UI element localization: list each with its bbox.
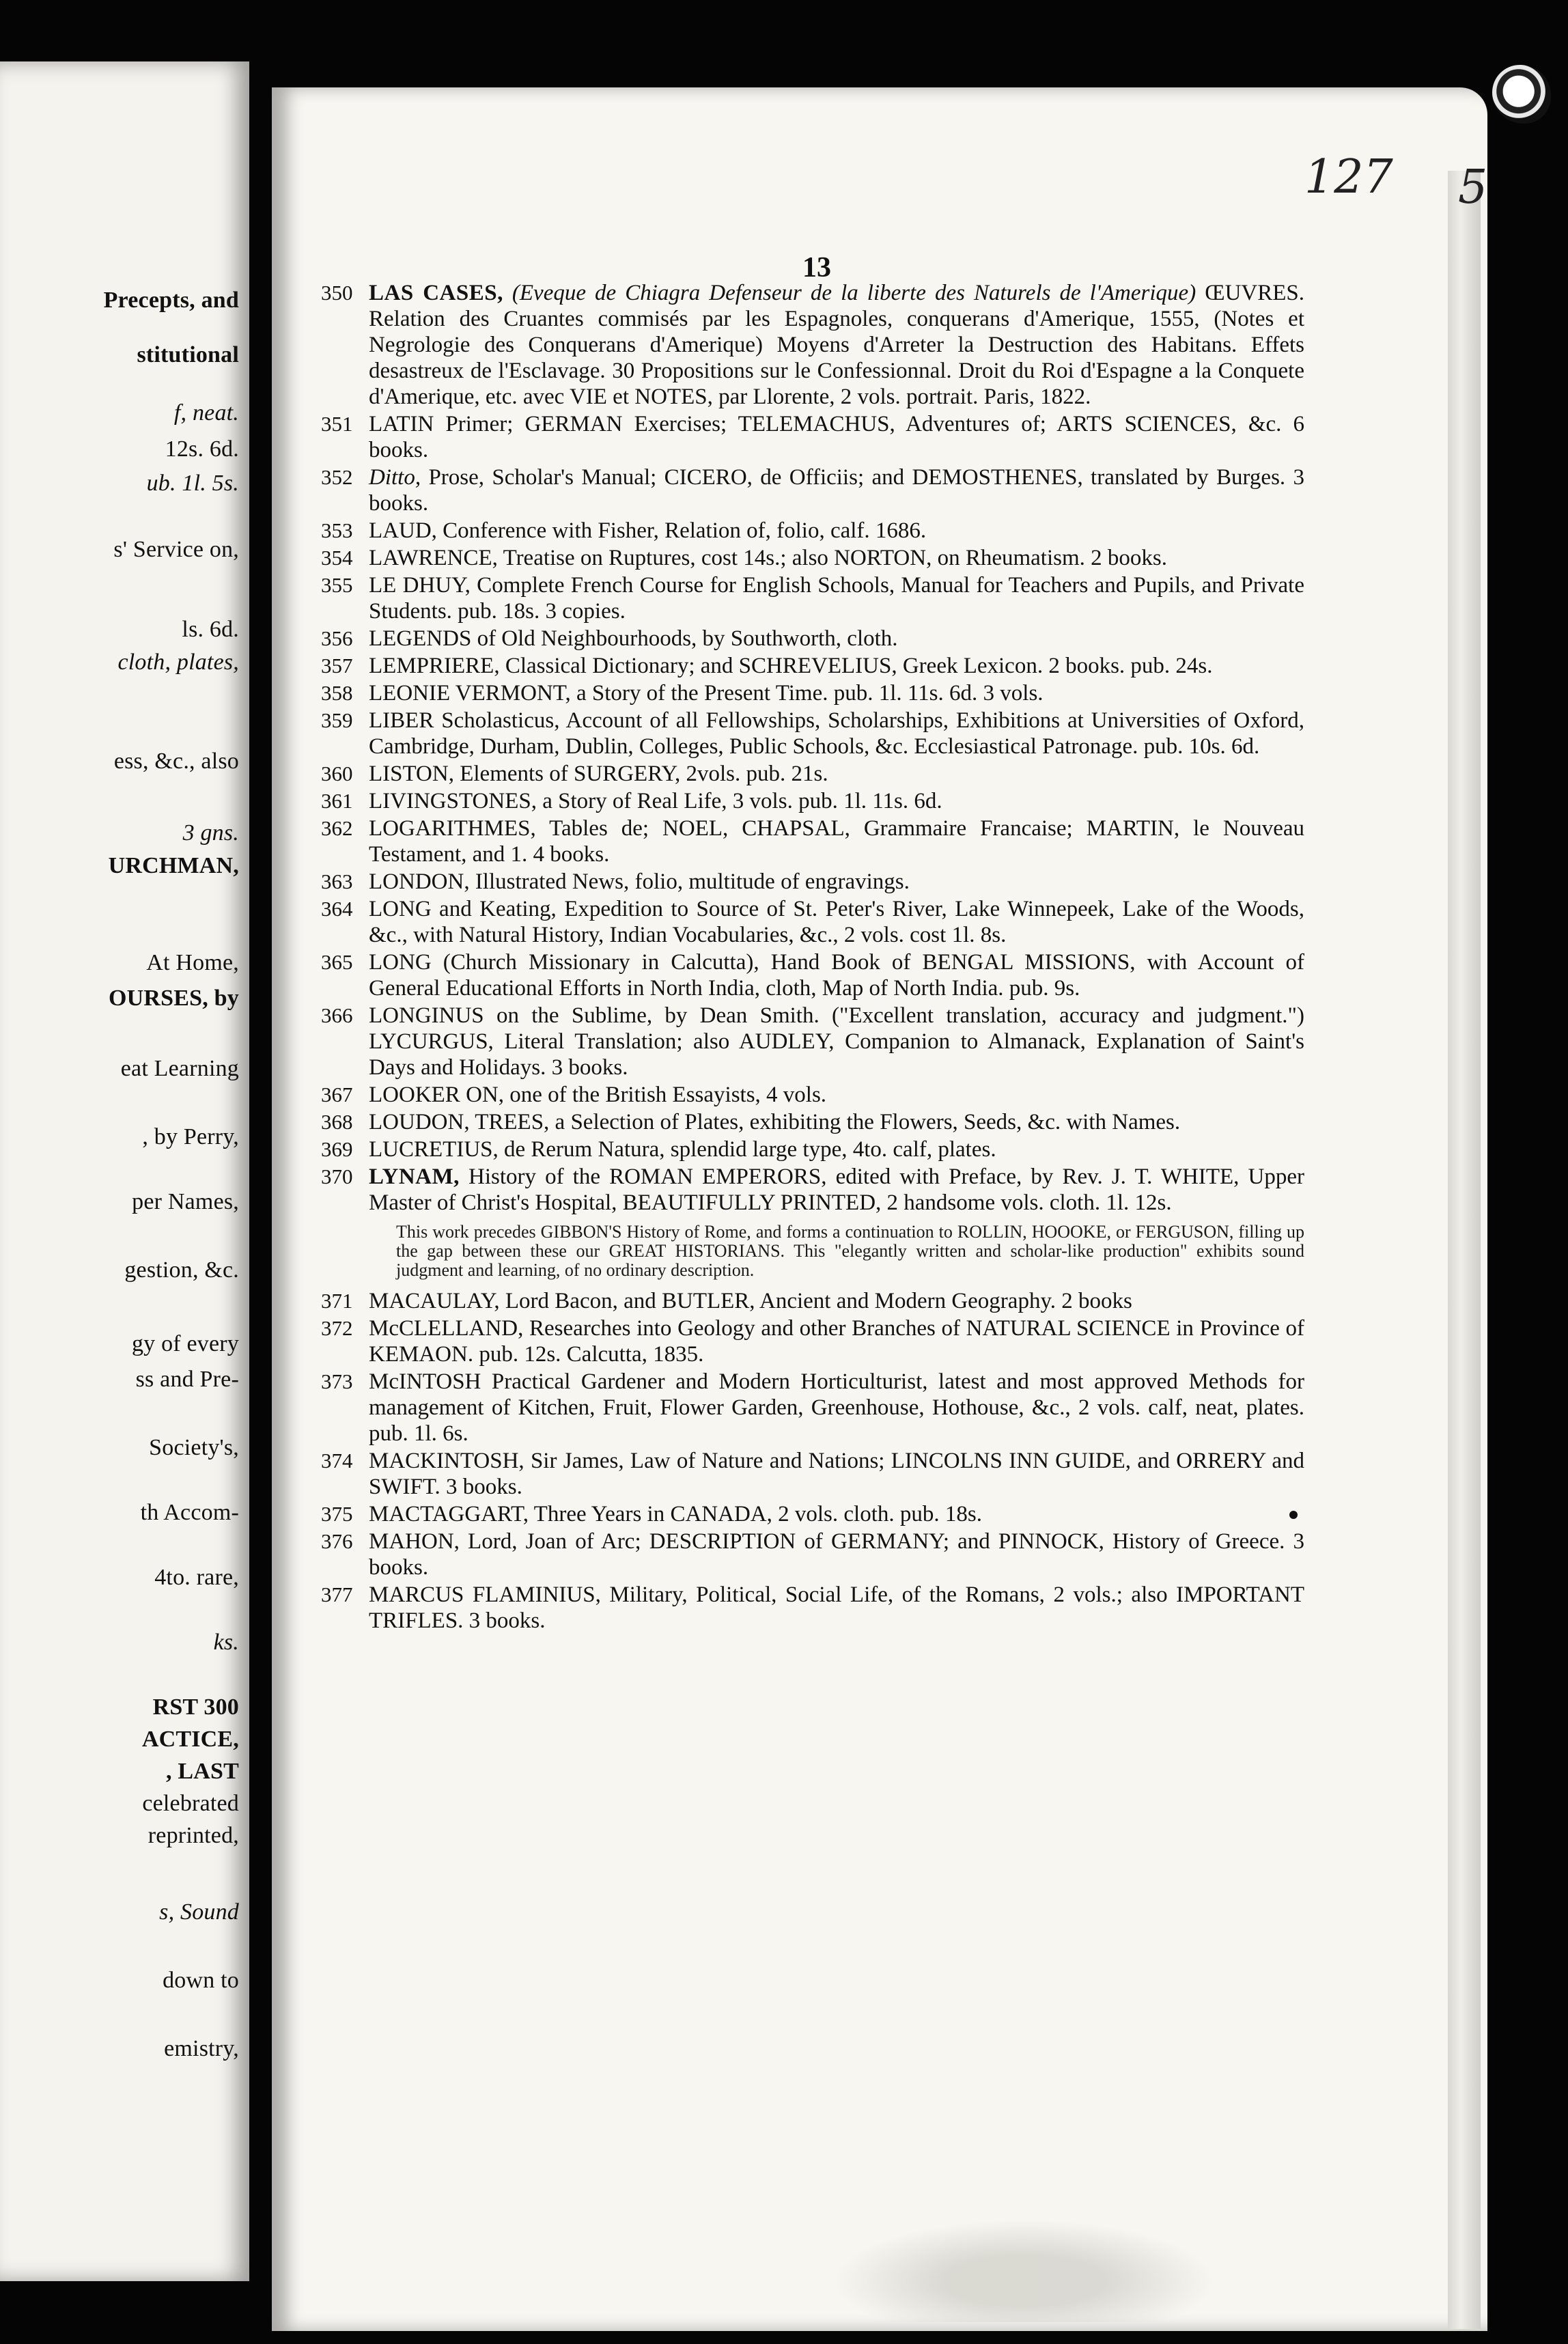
entry-text: LE DHUY, Complete French Course for English Schools, Manual for Teachers and Pupils, and Private Students. pub. 18s. 3 copies. xyxy=(369,573,1304,624)
entry-text: MAHON, Lord, Joan of Arc; DESCRIPTION of GERMANY; and PINNOCK, History of Greece. 3 books. xyxy=(369,1529,1304,1580)
catalogue-entry xyxy=(321,280,1304,410)
catalogue-entries xyxy=(321,280,1304,1635)
catalogue-entry xyxy=(321,464,1304,516)
lot-number: 367 xyxy=(321,1083,353,1106)
lot-number: 368 xyxy=(321,1110,353,1134)
lot-number: 375 xyxy=(321,1502,353,1526)
ink-dot xyxy=(1289,1511,1298,1519)
lot-number: 360 xyxy=(321,762,353,785)
catalogue-entry xyxy=(321,1369,1304,1447)
entry-text: LISTON, Elements of SURGERY, 2vols. pub. 21s. xyxy=(369,762,828,786)
lot-number: 371 xyxy=(321,1289,353,1313)
page-edge xyxy=(1448,171,1481,2329)
lot-number: 356 xyxy=(321,626,353,650)
entry-text: McINTOSH Practical Gardener and Modern Horticulturist, latest and most approved Methods for management of Kitchen, Fruit, Flower Garden, Greenhouse, Hothouse, &c., 2 vols. calf, neat, plates. pub. 1l. 6s. xyxy=(369,1369,1304,1446)
left-line: 3 gns. xyxy=(182,820,239,846)
entry-text: LAWRENCE, Treatise on Ruptures, cost 14s.; also NORTON, on Rheumatism. 2 books. xyxy=(369,546,1167,570)
lot-number: 369 xyxy=(321,1137,353,1161)
entry-text: MACTAGGART, Three Years in CANADA, 2 vols. cloth. pub. 18s. xyxy=(369,1502,982,1526)
left-line: ks. xyxy=(213,1630,239,1655)
left-line: ss and Pre- xyxy=(135,1367,239,1392)
entry-text: MACKINTOSH, Sir James, Law of Nature and Nations; LINCOLNS INN GUIDE, and ORRERY and SWIFT. 3 books. xyxy=(369,1449,1304,1499)
entry-text: LAUD, Conference with Fisher, Relation of, folio, calf. 1686. xyxy=(369,518,927,543)
left-line: , by Perry, xyxy=(142,1124,239,1149)
left-line: down to xyxy=(163,1968,239,1993)
lot-number: 366 xyxy=(321,1003,353,1027)
entry-text: LOOKER ON, one of the British Essayists, 4 vols. xyxy=(369,1083,827,1107)
lot-number: 365 xyxy=(321,950,353,974)
left-line: celebrated xyxy=(142,1791,239,1816)
left-line: f, neat. xyxy=(173,400,239,425)
left-line: eat Learning xyxy=(120,1056,239,1081)
lot-number: 361 xyxy=(321,789,353,813)
left-line: ACTICE, xyxy=(141,1727,239,1752)
entry-italic: Ditto, xyxy=(369,465,421,490)
lot-number: 370 xyxy=(321,1164,353,1188)
entry-text: MARCUS FLAMINIUS, Military, Political, Social Life, of the Romans, 2 vols.; also IMPORTANT TRIFLES. 3 books. xyxy=(369,1582,1304,1633)
catalogue-entry xyxy=(321,1501,1304,1527)
library-stamp-mark xyxy=(1492,65,1551,124)
entry-text: LUCRETIUS, de Rerum Natura, splendid large type, 4to. calf, plates. xyxy=(369,1137,996,1162)
catalogue-entry xyxy=(321,1315,1304,1367)
catalogue-entry xyxy=(321,1288,1304,1314)
entry-italic: (Eveque de Chiagra Defenseur de la liberte des Naturels de l'Amerique) xyxy=(512,281,1196,305)
catalogue-entry xyxy=(321,815,1304,867)
left-line: ub. 1l. 5s. xyxy=(146,471,239,496)
left-line: Society's, xyxy=(149,1435,239,1460)
left-line: Precepts, and xyxy=(103,288,239,313)
entry-text: LIBER Scholasticus, Account of all Fellowships, Scholarships, Exhibitions at Universities of Oxford, Cambridge, Durham, Dublin, Colleges, Public Schools, &c. Ecclesiastical Patronage. pub. 10s. 6d. xyxy=(369,708,1304,759)
entry-text: LATIN Primer; GERMAN Exercises; TELEMACHUS, Adventures of; ARTS SCIENCES, &c. 6 books. xyxy=(369,412,1304,462)
entry-text: LONGINUS on the Sublime, by Dean Smith. ("Excellent translation, accuracy and judgment.") LYCURGUS, Literal Translation; also AUDLEY, Companion to Almanack, Explanation of Saint's Days and Holidays. 3 books. xyxy=(369,1003,1304,1080)
entry-text: MACAULAY, Lord Bacon, and BUTLER, Ancient and Modern Geography. 2 books xyxy=(369,1289,1132,1313)
entry-text: LOGARITHMES, Tables de; NOEL, CHAPSAL, Grammaire Francaise; MARTIN, le Nouveau Testament, and 1. 4 books. xyxy=(369,816,1304,867)
catalogue-entry xyxy=(321,653,1304,679)
lot-number: 372 xyxy=(321,1316,353,1340)
catalogue-entry xyxy=(321,1003,1304,1080)
lot-number: 351 xyxy=(321,412,353,436)
catalogue-entry xyxy=(321,518,1304,544)
entry-text: LIVINGSTONES, a Story of Real Life, 3 vols. pub. 1l. 11s. 6d. xyxy=(369,789,942,813)
handwritten-number: 5 xyxy=(1458,161,1488,214)
left-line: reprinted, xyxy=(148,1823,239,1848)
page-number: 13 xyxy=(802,252,831,283)
entry-text: ŒUVRES. Relation des Cruantes commisés par les Espagnoles, conquerans d'Amerique, 1555, (Notes et Negrologie des Conquerans d'Amerique) Moyens d'Arreter la Destruction des Habitans. Effets desastreux de l'Esclavage. 30 Propositions sur le Confessionnal. Droit du Roi d'Espagne a la Conquete d'Amerique, etc. avec VIE et NOTES, par Llorente, 2 vols. portrait. Paris, 1822. xyxy=(369,281,1305,409)
left-page-fragment xyxy=(0,61,249,2281)
left-line: OURSES, by xyxy=(109,986,239,1011)
lot-number: 354 xyxy=(321,546,353,570)
lot-number: 355 xyxy=(321,573,353,597)
left-line: th Accom- xyxy=(140,1500,239,1525)
catalogue-entry xyxy=(321,680,1304,706)
lot-number: 359 xyxy=(321,708,353,732)
entry-text: LONDON, Illustrated News, folio, multitude of engravings. xyxy=(369,869,910,894)
left-line: 4to. rare, xyxy=(154,1565,239,1590)
entry-text: LEGENDS of Old Neighbourhoods, by Southworth, cloth. xyxy=(369,626,898,651)
entry-text: LOUDON, TREES, a Selection of Plates, exhibiting the Flowers, Seeds, &c. with Names. xyxy=(369,1110,1181,1134)
entry-text: LONG (Church Missionary in Calcutta), Hand Book of BENGAL MISSIONS, with Account of General Educational Efforts in North India, cloth, Map of North India. pub. 9s. xyxy=(369,950,1304,1001)
left-line: s, Sound xyxy=(159,1899,239,1925)
catalogue-entry xyxy=(321,545,1304,571)
left-line: stitutional xyxy=(137,342,239,367)
catalogue-entry xyxy=(321,869,1304,895)
entry-text: Prose, Scholar's Manual; CICERO, de Officiis; and DEMOSTHENES, translated by Burges. 3 books. xyxy=(369,465,1305,516)
catalogue-entry xyxy=(321,788,1304,814)
catalogue-entry xyxy=(321,1164,1304,1216)
left-line: URCHMAN, xyxy=(108,853,239,878)
catalogue-entry xyxy=(321,1448,1304,1500)
lot-number: 362 xyxy=(321,816,353,840)
lot-number: 374 xyxy=(321,1449,353,1473)
left-line: gy of every xyxy=(131,1331,239,1356)
lot-number: 363 xyxy=(321,869,353,893)
left-line: , LAST xyxy=(165,1759,239,1784)
lot-number: 377 xyxy=(321,1582,353,1606)
catalogue-entry xyxy=(321,1582,1304,1634)
catalogue-entry xyxy=(321,411,1304,463)
left-line: 12s. 6d. xyxy=(165,436,239,462)
entry-text: LEONIE VERMONT, a Story of the Present Time. pub. 1l. 11s. 6d. 3 vols. xyxy=(369,681,1044,706)
catalogue-entry xyxy=(321,626,1304,652)
entry-text: LONG and Keating, Expedition to Source of St. Peter's River, Lake Winnepeek, Lake of the Woods, &c., with Natural History, Indian Vocabularies, &c., 2 vols. cost 1l. 8s. xyxy=(369,897,1304,947)
handwritten-number: 127 xyxy=(1304,150,1393,204)
catalogue-entry xyxy=(321,708,1304,759)
lot-number: 352 xyxy=(321,465,353,489)
lot-number: 373 xyxy=(321,1369,353,1393)
entry-text: McCLELLAND, Researches into Geology and other Branches of NATURAL SCIENCE in Province of KEMAON. pub. 12s. Calcutta, 1835. xyxy=(369,1316,1304,1367)
left-line: gestion, &c. xyxy=(124,1257,239,1283)
left-line: ess, &c., also xyxy=(113,749,239,774)
left-line: At Home, xyxy=(146,950,239,975)
left-line: ls. 6d. xyxy=(182,617,239,642)
catalogue-entry xyxy=(321,1136,1304,1162)
catalogue-entry xyxy=(321,1082,1304,1108)
page-wear xyxy=(833,2220,1216,2322)
left-line: cloth, plates, xyxy=(117,650,239,675)
lot-number: 358 xyxy=(321,681,353,705)
lot-number: 364 xyxy=(321,897,353,921)
catalogue-entry xyxy=(321,572,1304,624)
entry-text: LEMPRIERE, Classical Dictionary; and SCHREVELIUS, Greek Lexicon. 2 books. pub. 24s. xyxy=(369,654,1213,678)
left-line: RST 300 xyxy=(152,1694,239,1720)
catalogue-entry xyxy=(321,1109,1304,1135)
entry-name: LYNAM, xyxy=(369,1164,460,1189)
left-line: per Names, xyxy=(132,1189,239,1214)
lot-number: 357 xyxy=(321,654,353,678)
entry-text: History of the ROMAN EMPERORS, edited with Preface, by Rev. J. T. WHITE, Upper Master of Christ's Hospital, BEAUTIFULLY PRINTED, 2 handsome vols. cloth. 1l. 12s. xyxy=(369,1164,1305,1215)
catalogue-entry xyxy=(321,1529,1304,1580)
entry-name: LAS CASES, xyxy=(369,281,503,305)
lot-number: 350 xyxy=(321,281,353,305)
lot-number: 353 xyxy=(321,518,353,542)
left-line: s' Service on, xyxy=(113,537,239,562)
lot-number: 376 xyxy=(321,1529,353,1553)
catalogue-entry xyxy=(321,761,1304,787)
catalogue-entry xyxy=(321,896,1304,948)
left-line: emistry, xyxy=(164,2036,239,2061)
entry-note: This work precedes GIBBON'S History of Rome, and forms a continuation to ROLLIN, HOOOKE, or FERGUSON, filling up the gap between these our GREAT HISTORIANS. This "elegantly written and scholar-like production" exhibits sound judgment and learning, of no ordinary description. xyxy=(396,1222,1304,1280)
catalogue-entry xyxy=(321,949,1304,1001)
